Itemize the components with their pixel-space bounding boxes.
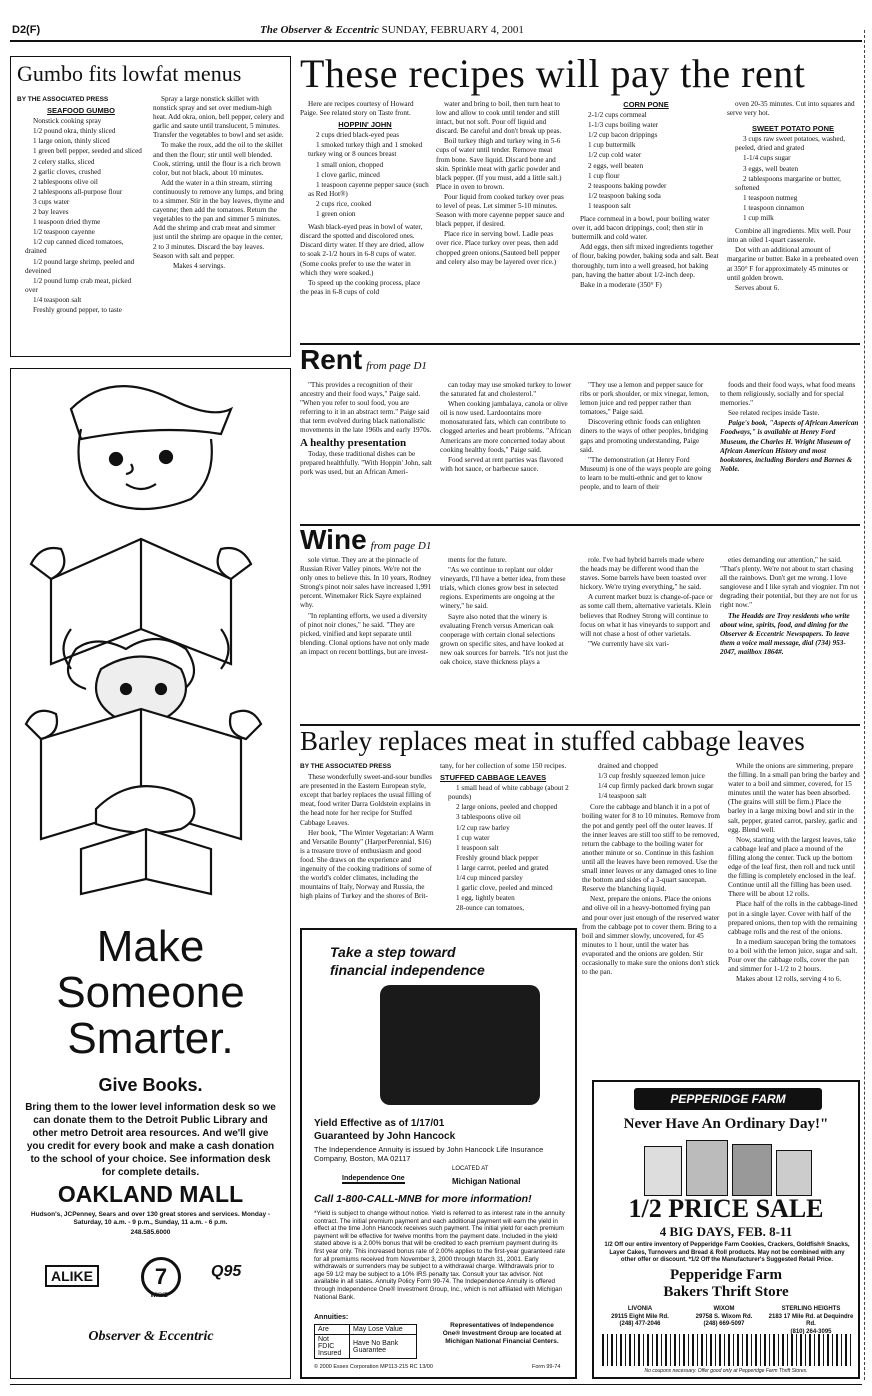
product-bag — [686, 1140, 728, 1196]
ingredient-line: 1 cup buttermilk — [588, 141, 636, 150]
ingredient-line: 1/2 teaspoon cayenne — [33, 228, 95, 237]
paragraph: Boil turkey thigh and turkey wing in 5-6 cups of water until tender. Remove meat from bone. Save liquid. Discard bone and skin. Sprinkle meat with garlic powder and black pepper. (If you must, add a little salt.) Place in oven to brown. — [436, 137, 562, 191]
ingredient-line: 1 teaspoon cinnamon — [743, 203, 805, 212]
annuity-headline-1: Take a step toward — [330, 944, 456, 960]
pepperidge-brand: PEPPERIDGE FARM — [670, 1092, 786, 1106]
paragraph: To make the roux, add the oil to the skillet and then the flour; stir until well blended. Cook, stirring, until the flour is a rich brown color, but not black, about 10 minutes. — [153, 141, 283, 177]
paragraph: See related recipes inside Taste. — [728, 409, 820, 418]
barcode-strip — [602, 1334, 852, 1366]
gumbo-ingredients — [17, 117, 145, 315]
ingredient-line: 2 teaspoons baking powder — [588, 181, 667, 190]
product-bag — [732, 1144, 772, 1196]
paragraph: Makes about 12 rolls, serving 4 to 6. — [736, 975, 842, 984]
gumbo-article — [10, 56, 291, 357]
annuity-ad — [300, 928, 577, 1379]
ingredient-line: 1/2 cup canned diced tomatoes, drained — [25, 238, 124, 256]
ingredient-line: 1 cup milk — [743, 214, 774, 223]
ingredient-line: 2 tablespoons margarine or butter, softened — [735, 174, 841, 192]
paragraph: Now, starting with the largest leaves, take a cabbage leaf and place a mound of the filling along the center. Tuck up the bottom edge of the leaf first, then roll and tuck until the filling is completely enclosed in the leaf. Continue until all the filling has been used. There will be about 12 rolls. — [728, 835, 856, 899]
sweet-potato-ingredients — [727, 135, 859, 223]
ingredient-line: 1/2 teaspoon baking soda — [588, 191, 661, 200]
grid-cell: Not FDIC Insured — [315, 1335, 350, 1359]
ingredient-line: 28-ounce can tomatoes, — [456, 904, 525, 913]
annuity-disclosure-grid — [314, 1324, 417, 1359]
paragraph: When cooking jambalaya, canola or olive oil is now used. Lardoontains more monosaturated fats, which can contribute to clogged arteries and heart problems. "African Americans are more concerned today about cooking healthy foods," Paige said. — [440, 400, 572, 454]
hoppin-john-title: HOPPIN' JOHN — [338, 120, 392, 130]
ingredient-line: Nonstick cooking spray — [33, 117, 102, 126]
hoppin-steps-2: To speed up the cooking process, place the peas in 6-8 cups of cold — [300, 278, 421, 296]
ingredient-line: 3 cups water — [33, 197, 70, 206]
wine-jump-bio: The Headds are Troy residents who write about wine, spirits, food, and dining for the Observer & Eccentric Newspapers. To leave them a voice mail message, dial (734) 953-2047, mailbox 1864#. — [720, 611, 850, 656]
paragraph: role. I've had hybrid barrels made where the heads may be different wood than the staves. Some barrels have been toasted over hickory. We're trying everything," he said. — [580, 556, 707, 592]
ingredient-line: 2 cups rice, cooked — [316, 199, 372, 208]
ingredient-line: 1/2 cup bacon drippings — [588, 131, 658, 140]
ingredient-line: 2 large onions, peeled and chopped — [456, 803, 558, 812]
ingredient-line: 1 large carrot, peeled and grated — [456, 863, 549, 872]
location-address: 29115 Eight Mile Rd. — [611, 1313, 669, 1320]
paragraph: Bake in a moderate (350° F) — [580, 280, 662, 289]
ingredient-line: 1/2 pound large shrimp, peeled and deveined — [25, 257, 135, 275]
pepperidge-fineprint: 1/2 Off our entire inventory of Pepperidge Farm Cookies, Crackers, Goldfish® Snacks, Layer Cakes, Turnovers and Bread & Roll products. May not be combined with any other offer or discount. *1/2 Off the Manufacturer's Suggested Retail Price. — [604, 1242, 850, 1263]
location-wixom — [684, 1306, 764, 1329]
barley-recipe-title: STUFFED CABBAGE LEAVES — [440, 773, 547, 783]
ingredient-line: 1 teaspoon salt — [588, 201, 631, 210]
location-phone: (810) 264-3095 — [790, 1328, 832, 1335]
corn-pone-title: CORN PONE — [623, 100, 669, 109]
barley-col3-steps — [582, 803, 720, 977]
ingredient-line: 2 eggs, well beaten — [588, 161, 644, 170]
pepperidge-ad — [592, 1080, 860, 1379]
paragraph: water and bring to boil, then turn heat to low and allow to cook until tender and still intact, but not soft. Pour off liquid and discard. Be careful and don't break up peas. — [436, 100, 562, 136]
grid-cell: May Lose Value — [350, 1325, 417, 1335]
paragraph: Place cornmeal in a bowl, pour boiling water over it, add bacon drippings, cool; then stir in buttermilk and cold water. — [572, 215, 710, 242]
paragraph: can today may use smoked turkey to lower the saturated fat and cholesterol." — [440, 381, 572, 399]
barley-col4 — [728, 762, 860, 1078]
paragraph: These wonderfully sweet-and-sour bundles are presented in the Eastern European style, except that barley replaces the usual filling of meat, food writer Darra Goldstein explains in the head note for her recipe for Stuffed Cabbage Leaves. — [300, 773, 432, 827]
annuity-fineprint: *Yield is subject to change without notice. Yield is referred to as interest rate in the annuity contract. The initial premium payment and each additional payment will earn the yield in effect at the time John Hancock receives such payment. The initial yield for each premium payment will be effective for twelve months from the payment date. Included in the yield stated above is a 2.00% bonus that will be credited to each premium payment during its first year only. This increased bonus rate of 2.00% applies to the first-year guaranteed rate for all premiums received from November 3, 2000 through March 31, 2001. Early withdrawals or surrenders may be subject to a withdrawal charge. Withdrawals prior to age 59 1/2 may be subject to a 10% IRS penalty tax. Consult your tax advisor. Not available in all states. Annuity Policy Form 99-74. The Independence Annuity is offered through Independence One® Investment Group, Inc., which is not affiliated with Michigan National Bank. — [314, 1210, 566, 1301]
oe-logo: Observer & Eccentric — [88, 1329, 214, 1344]
wine-jump-title: Wine — [300, 524, 367, 555]
paragraph: Combine all ingredients. Mix well. Pour into an oiled 1-quart casserole. — [727, 227, 851, 245]
annuity-annuities-label: Annuities: — [314, 1314, 349, 1321]
location-city: STERLING HEIGHTS — [781, 1306, 841, 1312]
location-city: LIVONIA — [627, 1306, 653, 1312]
rent-jump-col3 — [580, 381, 714, 519]
rent-jump-col4-text — [720, 381, 860, 418]
q95-logo: Q95 — [211, 1263, 242, 1280]
ingredient-line: 1 small onion, chopped — [316, 160, 384, 169]
ingredient-line: 1 egg, lightly beaten — [456, 894, 515, 903]
ingredient-line: 2 cups dried black-eyed peas — [316, 131, 400, 140]
location-address: 29758 S. Wixom Rd. — [695, 1313, 753, 1320]
gumbo-col2 — [153, 95, 285, 353]
masthead — [260, 24, 524, 36]
ingredient-line: 1 teaspoon dried thyme — [33, 218, 101, 227]
ingredient-line: 1/2 cup cold water — [588, 151, 642, 160]
paragraph: "The demonstration (at Henry Ford Museum) is one of the ways people are going to learn to be multi-ethnic and get to know people, and to learn of their — [580, 455, 711, 492]
barley-col1 — [300, 762, 434, 922]
paragraph: Pour liquid from cooked turkey over peas to level of peas. Let simmer 5-10 minutes. Season with more cayenne pepper sauce and black pepper, if desired. — [436, 192, 565, 229]
paragraph: Spray a large nonstick skillet with nonstick spray and set over medium-high heat. Add okra, onion, bell pepper, celery and garlic and saute until translucent, 5 minutes. Transfer the vegetables to bowl and set aside. — [153, 95, 284, 140]
books-ad-phone: 248.585.6000 — [130, 1229, 171, 1236]
hoppin-john-ingredients — [300, 131, 430, 219]
ingredient-line: 1 small head of white cabbage (about 2 pounds) — [448, 784, 569, 802]
paragraph: Place half of the rolls in the cabbage-lined pot in a single layer. Cover with half of the prepared onions, then top with the remaining cabbage rolls and the rest of the onions. — [728, 900, 858, 936]
ingredient-line: 1/4 cup minced parsley — [456, 874, 523, 883]
rent-jump-col4 — [720, 381, 860, 519]
paragraph: "We currently have six vari- — [588, 639, 669, 648]
page-edge — [864, 30, 865, 1380]
ingredient-line: 1-1/4 cups sugar — [743, 154, 791, 163]
ingredient-line: 1 large onion, thinly sliced — [33, 137, 110, 146]
wine-jump-col3 — [580, 556, 714, 722]
paragraph: Place rice in serving bowl. Ladle peas over rice. Place turkey over peas, then add chopped green onions.(Sauteed bell pepper and celery also may be layered over rice.) — [436, 230, 560, 266]
barley-col2 — [440, 762, 574, 922]
product-bags-image — [634, 1140, 824, 1196]
ingredient-line: 3 eggs, well beaten — [743, 164, 799, 173]
barley-col3 — [582, 762, 720, 1078]
ingredient-line: 1/2 pound lump crab meat, picked over — [25, 276, 132, 294]
pepperidge-store-2: Bakers Thrift Store — [663, 1284, 789, 1300]
ingredient-line: Freshly ground pepper, to taste — [33, 305, 122, 314]
gumbo-recipe-title: SEAFOOD GUMBO — [47, 106, 115, 116]
product-bag — [776, 1150, 812, 1196]
barley-ingredients-b — [582, 762, 720, 801]
child-reading-illustration — [11, 369, 290, 899]
ingredient-line: 2 celery stalks, sliced — [33, 157, 95, 166]
corn-pone-end: oven 20-35 minutes. Cut into squares and serve very hot. — [727, 100, 855, 118]
ingredient-line: 1/4 cup firmly packed dark brown sugar — [598, 782, 714, 791]
paragraph: ments for the future. — [448, 556, 507, 564]
books-ad-line3: Smarter. — [67, 1014, 234, 1063]
rent-recipes-col1 — [300, 100, 430, 340]
pepperidge-sale: 1/2 PRICE SALE — [628, 1194, 824, 1223]
pepperidge-store-1: Pepperidge Farm — [669, 1267, 783, 1283]
rent-jump-col1-text: "This provides a recognition of their ancestry and their food ways," Paige said. "When you refer to soul food, you are referring to it in an abstract term." Paige said that term evolved during black nationalistic movements in the late 1960s and early 1970s. — [300, 381, 432, 435]
wine-jump-from: from page D1 — [370, 540, 432, 552]
rent-jump-title: Rent — [300, 344, 363, 375]
books-ad-body: Bring them to the lower level information desk so we can donate them to the Detroit Public Library and other metro Detroit area resources. And we'll give you credit for every book and make a cash donation to the school of your choice. See information desk for complete details. — [25, 1102, 276, 1178]
paragraph: "As we continue to replant our older vineyards, I'll have a better idea, from these trials, which clones grow best in selected regions. Experiments are ongoing at the winery," he said. — [440, 566, 566, 611]
gumbo-col1 — [17, 95, 145, 353]
paragraph: foods and their food ways, what food means to them religiously, socially and for special memories." — [720, 381, 856, 408]
location-livonia — [600, 1306, 680, 1329]
books-ad-give: Give Books. — [98, 1075, 203, 1095]
oakland-mall-logo: OAKLAND MALL — [57, 1181, 244, 1207]
ingredient-line: 2 tablespoons olive oil — [33, 177, 98, 186]
barley-col2-intro: tany, for her collection of some 150 recipes. — [440, 762, 567, 770]
annuity-located: LOCATED AT — [452, 1166, 489, 1172]
rent-jump-subhead: A healthy presentation — [300, 436, 407, 449]
paragraph: Next, prepare the onions. Place the onions and olive oil in a heavy-bottomed frying pan and pour over just enough of the reserved water from the cabbage pot to cover them. Bring to a boil and simmer slowly, uncovered, for 45 minutes to 1 hour, until the water has evaporated and the onions are golden. Stir occasionally to make sure the onions don't stick to the pan. — [582, 895, 720, 977]
rent-recipes-col3 — [572, 100, 720, 340]
ingredient-line: 1 smoked turkey thigh and 1 smoked turkey wing or 8 ounces breast — [308, 141, 423, 159]
ingredient-line: 1 teaspoon cayenne pepper sauce (such as Red Hot®) — [308, 180, 429, 198]
wine-jump-col4 — [720, 556, 860, 722]
ingredient-line: 1 teaspoon nutmeg — [743, 193, 798, 202]
ingredient-line: 1/2 cup raw barley — [456, 823, 510, 832]
wxyz-label: WXYZ — [150, 1293, 168, 1299]
corn-pone-ingredients — [572, 111, 720, 211]
ingredient-line: 1 green onion — [316, 210, 356, 219]
gumbo-steps — [153, 95, 285, 261]
ingredient-line: 1 garlic clove, peeled and minced — [456, 884, 553, 893]
paper-name: The Observer & Eccentric — [260, 24, 379, 36]
annuity-guarantee: Guaranteed by John Hancock — [314, 1131, 456, 1142]
issue-date: SUNDAY, FEBRUARY 4, 2001 — [381, 24, 524, 36]
ingredient-line: 1 cup flour — [588, 171, 620, 180]
corn-pone-steps — [572, 215, 720, 290]
rent-recipes-headline: These recipes will pay the rent — [300, 51, 806, 96]
rent-jump-from: from page D1 — [366, 360, 427, 372]
paragraph: Core the cabbage and blanch it in a pot of boiling water for 8 to 10 minutes. Remove from the pot and gently peel off the outer leaves. If the inner leaves are still too stiff to be removed, return the cabbage to the boiling water for another minute or so. Continue in this fashion until all the leaves have been removed. Use the small inner leaves or any damaged ones to line the bottom and sides of a 3-quart saucepan. Reserve the blanching liquid. — [582, 803, 720, 894]
pepperidge-tagline: Never Have An Ordinary Day!" — [623, 1116, 829, 1132]
ingredient-line: 3 cups raw sweet potatoes, washed, peeled, dried and grated — [735, 135, 845, 153]
location-address: 2183 17 Mile Rd. at Dequindre Rd. — [768, 1313, 854, 1327]
paragraph: While the onions are simmering, prepare the filling. In a small pan bring the barley and water to a boil and simmer, covered, for 15 minutes until the water has been absorbed. (The grains will still be firm.) Place the barley in a large mixing bowl and stir in the salt, pepper, grated carrot, parsley, garlic and egg. Blend well. — [728, 762, 860, 834]
paragraph: Add the water in a thin stream, stirring continuously to remove any lumps, and bring to a simmer. Stir in the bay leaves, thyme and cayenne; then add the tomatoes. Return the vegetables to the pan and simmer 5 minutes. Add the shrimp and crab meat and simmer just until the shrimp are opaque in the center, 2 to 3 minutes. Discard the bay leaves. Season with salt and pepper. — [153, 178, 285, 260]
rent-jump-col2 — [440, 381, 574, 519]
alike-logo: ALIKE — [45, 1265, 99, 1287]
page-header — [10, 6, 862, 42]
books-ad — [10, 368, 291, 1379]
ingredient-line: drained and chopped — [598, 762, 658, 770]
paragraph: "In replanting efforts, we used a diversity of pinot noir clones," he said. "They are picked, vinified and kept separate until blending. Clonal options have not only made an impact on recent bottlings, but are invest- — [300, 611, 430, 656]
ingredient-line: 2 tablespoons all-purpose flour — [33, 187, 123, 196]
annuity-bank-2: Michigan National — [452, 1177, 521, 1186]
paragraph: Serves about 6. — [735, 283, 780, 292]
location-sterling-heights — [768, 1306, 854, 1336]
wine-jump-head — [300, 524, 431, 556]
ingredient-line: 1 green bell pepper, seeded and sliced — [33, 147, 142, 156]
paragraph: sole virtue. They are at the pinnacle of Russian River Valley pinots. We're not the only ones to believe this. In 10 years, Rodney Strong's pinot noir sales have increased 1,991 percent. Winemaker Rick Sayre explained why. — [300, 556, 432, 610]
paragraph: "They use a lemon and pepper sauce for ribs or pork shoulder, or mix vinegar, lemon, lemon juice and red pepper rather than tomatoes," Paige said. — [580, 381, 709, 417]
wine-jump-col2 — [440, 556, 574, 722]
barley-byline: BY THE ASSOCIATED PRESS — [300, 763, 392, 770]
annuity-footer: © 2000 Essex Corporation MP113-215 RC 13/00 — [314, 1364, 433, 1370]
ingredient-line: 1 cup water — [456, 833, 490, 842]
paragraph: Discovering ethnic foods can enlighten diners to the ways of other peoples, bridging gaps and promoting understanding, Paige said. — [580, 418, 709, 454]
pepperidge-days: 4 BIG DAYS, FEB. 8-11 — [659, 1224, 793, 1239]
paragraph: A current market buzz is change-of-pace or as some call them, alternative varietals. Klein believes that Rodney Strong will continue to focus on what it has vineyards to support and will not chase a host of other varietals. — [580, 593, 713, 638]
gumbo-yield: Makes 4 servings. — [173, 261, 226, 270]
paragraph: Food served at rent parties was flavored with hot sauce, or barbecue sauce. — [440, 455, 563, 473]
books-ad-line1: Make — [96, 922, 205, 971]
paragraph: Dot with an additional amount of margarine or butter. Bake in a preheated oven at 350° F for approximately 45 minutes or until golden brown. — [727, 246, 859, 282]
rent-recipes-intro: Here are recipes courtesy of Howard Paige. See related story on Taste front. — [300, 100, 414, 118]
annuity-photo — [380, 985, 540, 1105]
annuity-form: Form 99-74 — [532, 1364, 561, 1370]
rent-recipes-col2 — [436, 100, 566, 340]
books-ad-line2: Someone — [56, 968, 245, 1017]
ingredient-line: 2 bay leaves — [33, 208, 69, 217]
annuity-call: Call 1-800-CALL-MNB for more information! — [314, 1193, 532, 1205]
ingredient-line: 1/4 teaspoon salt — [598, 792, 647, 801]
barley-ingredients-a — [440, 784, 574, 913]
ingredient-line: 1/4 teaspoon salt — [33, 295, 82, 304]
ingredient-line: 2-1/2 cups cornmeal — [588, 111, 647, 120]
annuity-issued: The Independence Annuity is issued by John Hancock Life Insurance Company, Boston, MA 02117 — [314, 1145, 544, 1163]
paragraph: Her book, "The Winter Vegetarian: A Warm and Versatile Bounty" (HarperPerennial, $16) is a treasure trove of enthusiasm and good food. She draws on the experience and ingenuity of the cooking traditions of some of the world's colder climates, including the mountains of Italy, Norway and Russia, the high plains of Turkey and the shores of Brit- — [300, 828, 434, 901]
location-city: WIXOM — [713, 1306, 735, 1312]
wine-jump-col4-text — [720, 556, 860, 611]
ingredient-line: Freshly ground black pepper — [456, 853, 539, 862]
grid-cell: Are — [315, 1325, 350, 1335]
product-bag — [644, 1146, 682, 1196]
annuity-yield: Yield Effective as of 1/17/01 — [314, 1118, 445, 1129]
ingredient-line: 2 garlic cloves, crushed — [33, 167, 101, 176]
ingredient-line: 1/2 pound okra, thinly sliced — [33, 127, 116, 136]
annuity-headline-2: financial independence — [330, 962, 485, 978]
books-ad-hours: Hudson's, JCPenney, Sears and over 130 great stores and services. Monday - Saturday, 10 a.m. - 9 p.m., Sunday, 11 a.m. - 6 p.m. — [30, 1211, 271, 1226]
rent-recipes-col4 — [727, 100, 859, 340]
page-number: D2(F) — [12, 24, 41, 36]
ingredient-line: 1 clove garlic, minced — [316, 170, 380, 179]
gumbo-byline: BY THE ASSOCIATED PRESS — [17, 96, 109, 103]
rent-jump-col1b: Today, these traditional dishes can be prepared healthfully. "With Hoppin' John, salt pork was used, but an African Ameri- — [300, 449, 432, 476]
paragraph: eties demanding our attention," he said. "That's plenty. We're not about to start chasing all the rainbows. Don't get me wrong. I love sangiovese and I like syrah and viognier. I'm not degrading their potential, but they are not for us right now." — [720, 556, 860, 610]
sweet-potato-title: SWEET POTATO PONE — [751, 124, 835, 134]
paragraph: Add eggs, then sift mixed ingredients together of flour, baking powder, baking soda and salt. Beat thoroughly, turn into a well greased, hot baking pan, having the batter about 1/2-inch deep. — [572, 243, 719, 279]
paragraph: Sayre also noted that the winery is evaluating French versus American oak cooperage with certain clonal selections grown on specific sites, and have looked at new oak sources for barrels. "It's not just the oak choice, stave thickness plays a — [440, 612, 568, 667]
barley-headline: Barley replaces meat in stuffed cabbage leaves — [300, 726, 805, 756]
bottom-rule — [10, 1384, 862, 1385]
pepperidge-bottom: No coupons necessary. Offer good only at Pepperidge Farm Thrift Stores. — [644, 1368, 808, 1374]
ingredient-line: 1 teaspoon salt — [456, 843, 499, 852]
rent-jump-head — [300, 344, 427, 376]
ingredient-line: 1-1/3 cups boiling water — [588, 121, 659, 130]
annuity-bank-1: Independence One — [342, 1175, 405, 1182]
sweet-potato-steps — [727, 227, 859, 293]
barley-col1-text — [300, 773, 434, 901]
location-phone: (248) 669-5097 — [703, 1321, 745, 1327]
annuity-reps: Representatives of Independence One® Investment Group are located at Michigan National Financial Centers. — [442, 1322, 562, 1345]
rent-jump-col1 — [300, 381, 434, 519]
wxyz-7-logo: 7 — [141, 1257, 181, 1297]
gumbo-headline: Gumbo fits lowfat menus — [17, 61, 242, 86]
location-phone: (248) 477-2046 — [619, 1321, 661, 1327]
ingredient-line: 1/3 cup freshly squeezed lemon juice — [598, 772, 705, 781]
ingredient-line: 3 tablespoons olive oil — [456, 813, 521, 822]
hoppin-steps-1: Wash black-eyed peas in bowl of water, discard the spotted and discolored ones. Discard dirty water. If they are dried, allow to soak 2-1/2 hours in 6-8 cups of water. (Some cooks prefer to use the water in which they were soaked.) — [300, 223, 425, 277]
wine-jump-col1 — [300, 556, 434, 722]
rent-jump-bio: Paige's book, "Aspects of African American Foodways," is available at Henry Ford Museum, the Charles H. Wright Museum of African American History and most bookstores, including Borders and Barnes & Noble. — [720, 419, 859, 473]
paragraph: In a medium saucepan bring the tomatoes to a boil with the lemon juice, sugar and salt. Pour over the cabbage rolls, cover the pan and simmer for 1-1/2 to 2 hours. — [728, 937, 858, 974]
grid-cell: Have No Bank Guarantee — [350, 1335, 417, 1359]
